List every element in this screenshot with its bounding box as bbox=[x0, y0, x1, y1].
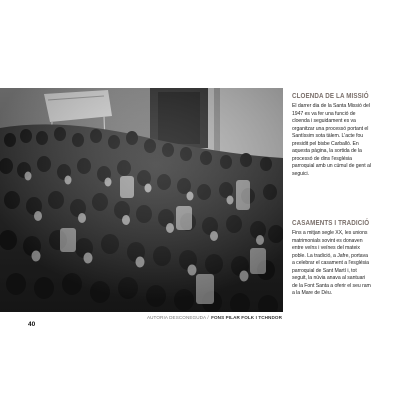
section-heading: CASAMENTS I TRADICIÓ bbox=[292, 218, 370, 227]
caption-credit: FONS PILAR FOLK I TCHNDOR bbox=[211, 315, 282, 320]
section-heading: CLOENDA DE LA MISSIÓ bbox=[292, 91, 369, 100]
page-number: 40 bbox=[28, 321, 36, 328]
section-body: Fins a mitjan segle XX, les unions matrimonials sovint es donaven entre veïns i veïnes del mateix poble. La tradició, a Jafre, portava a celebrar el casament a l'església parroquial de Sant Martí i, tot seguit, la núvia anava al santuari de la Font Santa a oferir el seu ram a la Mare de Déu. bbox=[292, 230, 371, 297]
section-cloenda bbox=[292, 91, 372, 178]
historic-photograph bbox=[0, 88, 283, 312]
photo-caption bbox=[147, 315, 282, 320]
text-column bbox=[292, 91, 372, 297]
crowd-photo-image bbox=[0, 88, 283, 312]
section-casaments bbox=[292, 218, 372, 298]
caption-author: AUTORIA DESCONEGUDA / bbox=[146, 315, 209, 320]
section-body: El darrer dia de la Santa Missió del 1947 es va fer una funció de cloenda i seguidament es va organitzar una processó portant el Santíssim sota tàlem. L'acte fou presidit pel bisbe Carballó. En aquesta pàgina, la sortida de la processó de dins l'església parroquial amb un cúmul de gent al seguici. bbox=[292, 103, 371, 177]
